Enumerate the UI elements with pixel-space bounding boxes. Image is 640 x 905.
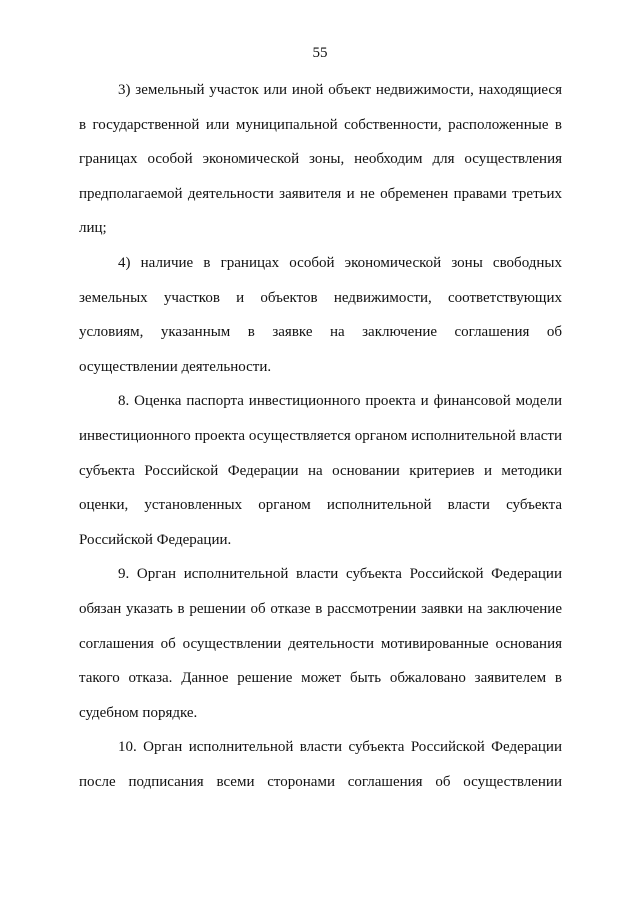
text-line: обязан указать в решении об отказе в рассмотрении заявки на заключение <box>79 600 562 617</box>
text-line: границах особой экономической зоны, необходим для осуществления <box>79 151 562 168</box>
paragraph-section-8 <box>79 389 562 562</box>
text-line: осуществлении деятельности. <box>79 358 272 375</box>
paragraph-item-4 <box>79 251 562 389</box>
document-body <box>79 78 562 804</box>
paragraph-item-3 <box>79 78 562 251</box>
text-line: оценки, установленных органом исполнительной власти субъекта <box>79 497 562 514</box>
text-line: в государственной или муниципальной собственности, расположенные в <box>79 116 562 133</box>
text-line: такого отказа. Данное решение может быть обжаловано заявителем в <box>79 670 562 687</box>
text-line: Российской Федерации. <box>79 531 232 548</box>
text-line: 8. Оценка паспорта инвестиционного проекта и финансовой модели <box>118 393 562 410</box>
text-line: субъекта Российской Федерации на основании критериев и методики <box>79 462 562 479</box>
text-line: условиям, указанным в заявке на заключение соглашения об <box>79 324 562 341</box>
text-line: предполагаемой деятельности заявителя и не обременен правами третьих <box>79 185 562 202</box>
text-line: 3) земельный участок или иной объект недвижимости, находящиеся <box>118 82 562 98</box>
text-line: лиц; <box>79 220 107 237</box>
text-line: соглашения об осуществлении деятельности мотивированные основания <box>79 635 562 652</box>
text-line: 10. Орган исполнительной власти субъекта Российской Федерации <box>118 739 562 756</box>
text-line: 4) наличие в границах особой экономической зоны свободных <box>118 254 562 271</box>
paragraph-section-10 <box>79 735 562 804</box>
text-line: земельных участков и объектов недвижимости, соответствующих <box>79 289 562 306</box>
page-number: 55 <box>312 45 328 61</box>
text-line: после подписания всеми сторонами соглашения об осуществлении <box>79 773 562 790</box>
text-line: 9. Орган исполнительной власти субъекта Российской Федерации <box>118 566 562 583</box>
text-line: судебном порядке. <box>79 704 198 721</box>
paragraph-section-9 <box>79 562 562 735</box>
text-line: инвестиционного проекта осуществляется органом исполнительной власти <box>79 427 562 444</box>
